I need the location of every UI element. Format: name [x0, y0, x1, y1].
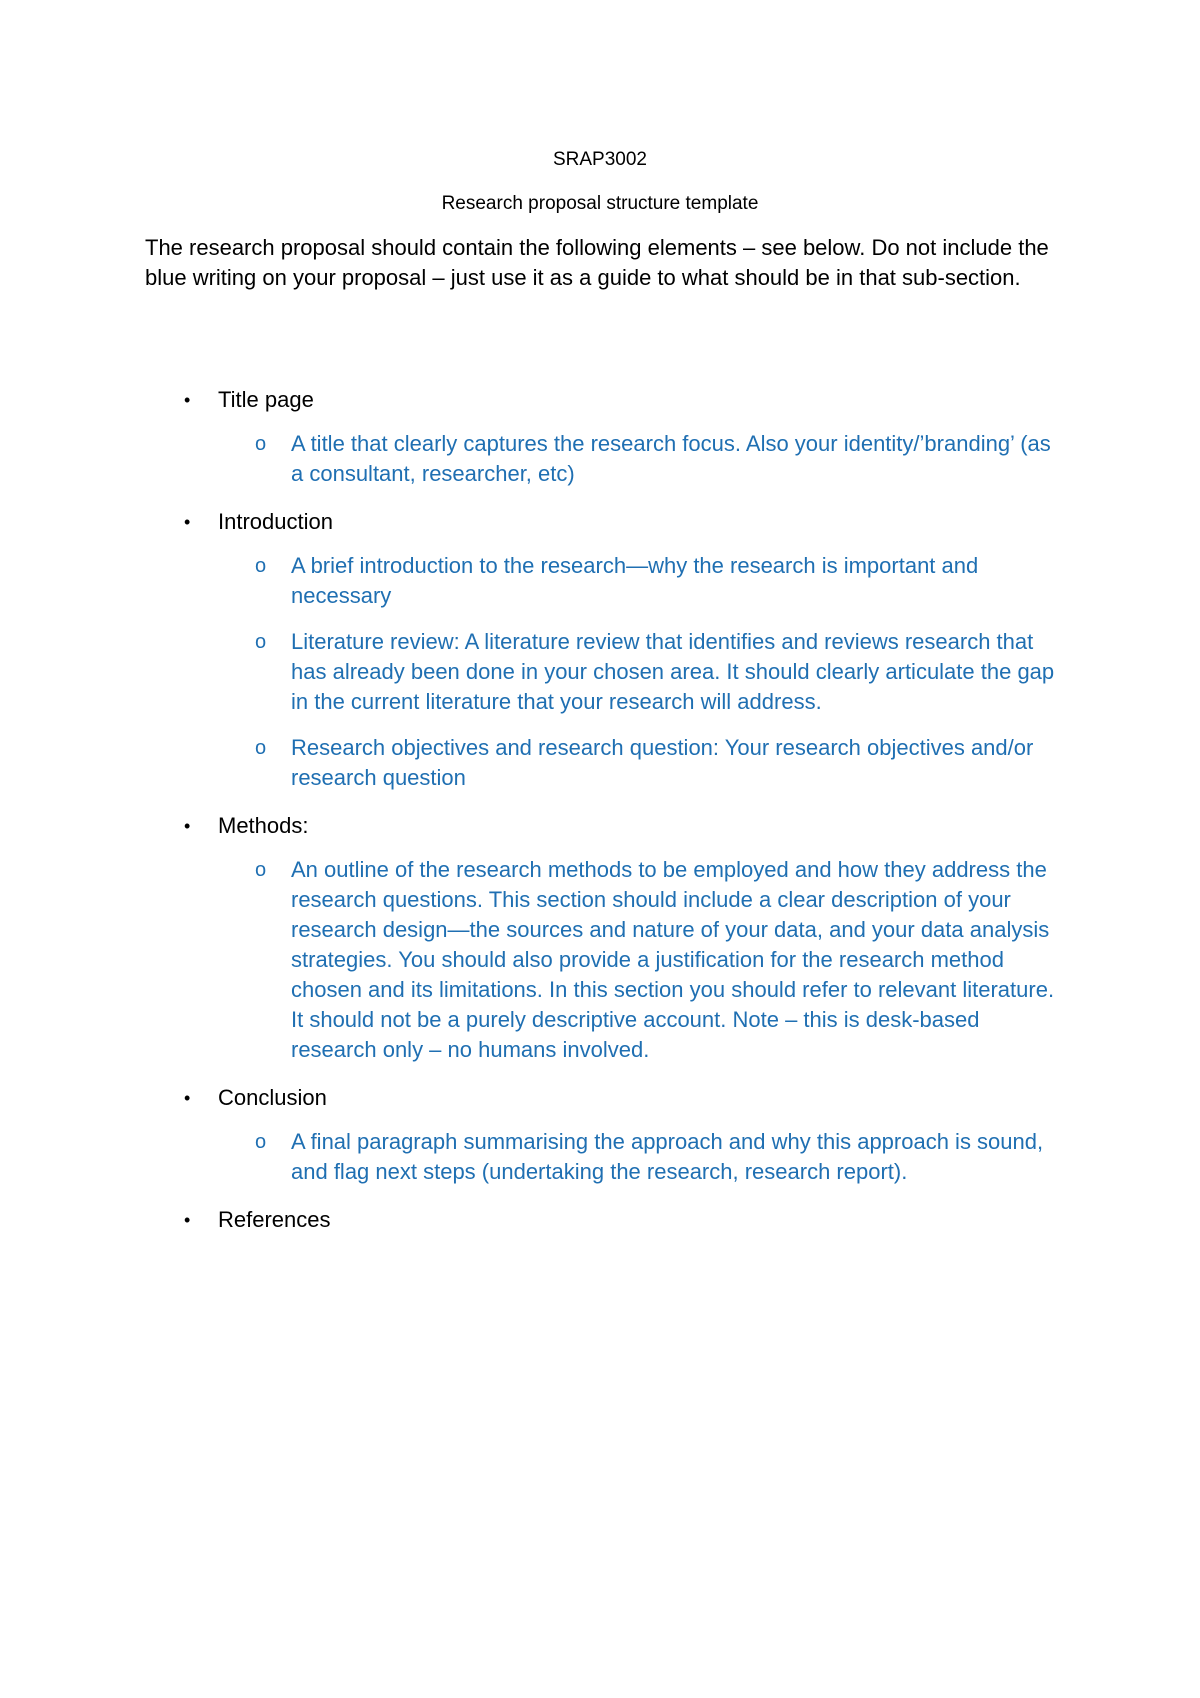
- section-guide-list: [0, 551, 1200, 793]
- guide-text: Literature review: A literature review that identifies and reviews research that has already been done in your chosen area. It should clearly articulate the gap in the current literature that your research will address.: [291, 629, 1055, 714]
- section-introduction: [0, 507, 1200, 793]
- guide-item: [0, 551, 1066, 611]
- section-methods: [0, 811, 1200, 1065]
- bullet-icon: •: [184, 512, 191, 532]
- bullet-icon: •: [184, 816, 191, 836]
- guide-item: [0, 855, 1066, 1065]
- proposal-outline: [0, 385, 1200, 1253]
- guide-item: [0, 1127, 1066, 1187]
- course-code: SRAP3002: [552, 149, 647, 170]
- circle-bullet-icon: o: [255, 555, 267, 577]
- guide-text: Research objectives and research question: Your research objectives and/or research question: [291, 735, 1034, 790]
- section-title: Title page: [218, 387, 314, 412]
- section-guide-list: [0, 429, 1200, 489]
- bullet-icon: •: [184, 1210, 191, 1230]
- section-title-page: [0, 385, 1200, 489]
- guide-text: A final paragraph summarising the approach and why this approach is sound, and flag next steps (undertaking the research, research report).: [291, 1129, 1044, 1184]
- guide-item: [0, 733, 1066, 793]
- circle-bullet-icon: o: [255, 737, 267, 759]
- circle-bullet-icon: o: [255, 859, 267, 881]
- guide-item: [0, 429, 1066, 489]
- intro-paragraph: The research proposal should contain the following elements – see below. Do not include the blue writing on your proposal – just use it as a guide to what should be in that sub-section.: [145, 235, 1049, 290]
- guide-text: An outline of the research methods to be employed and how they address the research questions. This section should include a clear description of your research design—the sources and nature of your data, and your data analysis strategies. You should also provide a justification for the research method chosen and its limitations. In this section you should refer to relevant literature. It should not be a purely descriptive account. Note – this is desk-based research only – no humans involved.: [291, 857, 1055, 1062]
- bullet-icon: •: [184, 390, 191, 410]
- section-title: Methods:: [218, 813, 309, 838]
- circle-bullet-icon: o: [255, 1131, 267, 1153]
- guide-text: A brief introduction to the research—why the research is important and necessary: [291, 553, 979, 608]
- section-title: Conclusion: [218, 1085, 327, 1110]
- guide-text: A title that clearly captures the research focus. Also your identity/’branding’ (as a consultant, researcher, etc): [291, 431, 1051, 486]
- section-guide-list: [0, 1127, 1200, 1187]
- document-subtitle: Research proposal structure template: [441, 193, 759, 214]
- circle-bullet-icon: o: [255, 631, 267, 653]
- section-title: Introduction: [218, 509, 333, 534]
- section-title: References: [218, 1207, 331, 1232]
- section-conclusion: [0, 1083, 1200, 1187]
- circle-bullet-icon: o: [255, 433, 267, 455]
- guide-item: [0, 627, 1066, 717]
- bullet-icon: •: [184, 1088, 191, 1108]
- section-references: [0, 1205, 1200, 1235]
- section-guide-list: [0, 855, 1200, 1065]
